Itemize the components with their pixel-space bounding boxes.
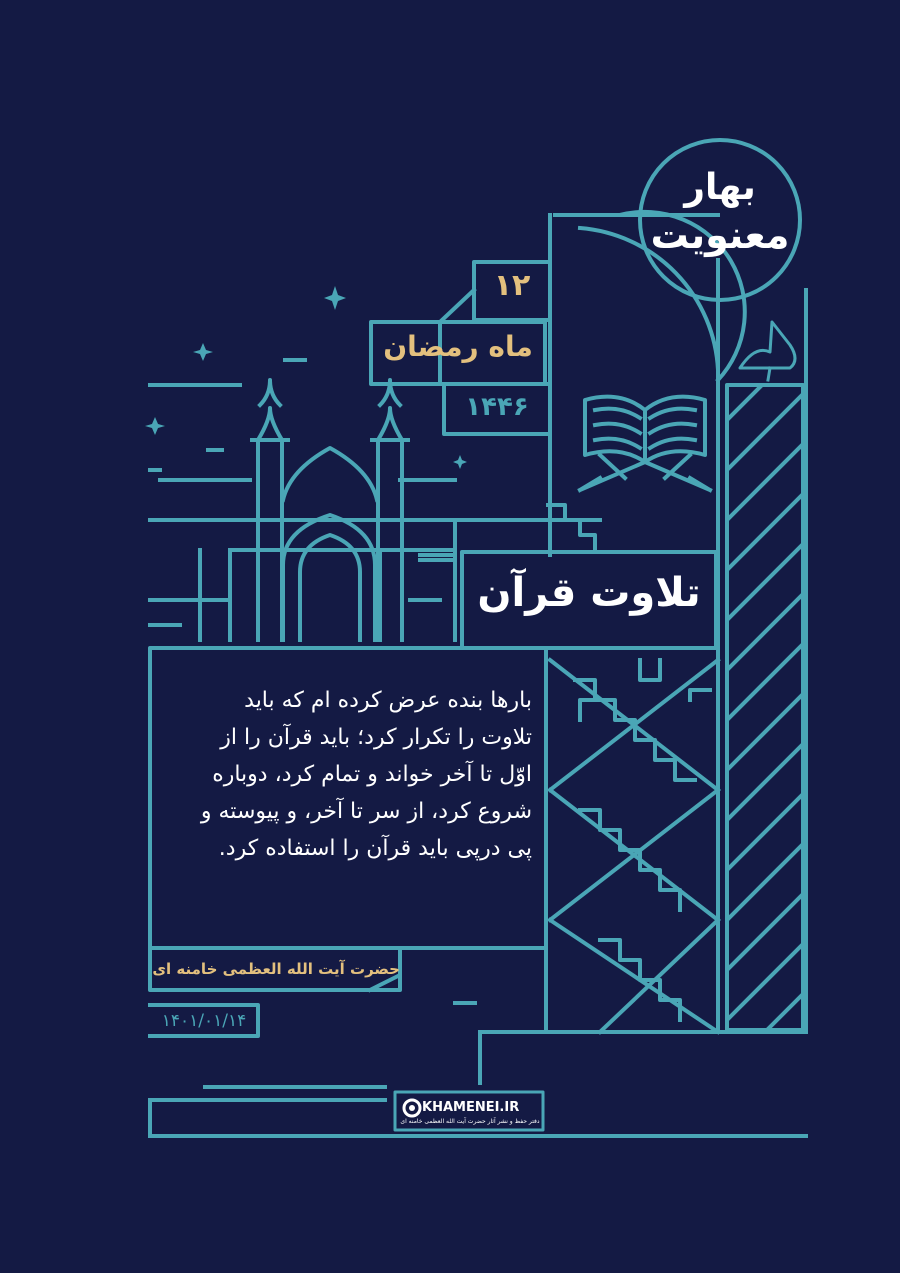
quote-line: تلاوت را تکرار کرد؛ باید قرآن را از: [220, 725, 532, 750]
date-month: ماه رمضان: [383, 330, 533, 363]
quote-line: اوّل تا آخر خواند و تمام کرد، دوباره: [212, 762, 532, 787]
quote-line: بارها بنده عرض کرده ام که باید: [244, 688, 532, 713]
logo-subtitle: دفتر حفظ و نشر آثار حضرت آیت الله العظمی خامنه ای: [400, 1118, 540, 1125]
star-icon: [193, 343, 213, 361]
page-title: تلاوت قرآن: [477, 570, 701, 616]
date-year: ۱۴۴۶: [465, 392, 529, 422]
hatch-pattern: [727, 344, 803, 1120]
quran-stand-icon: [580, 397, 710, 490]
star-icon: [145, 417, 165, 435]
star-icon: [324, 286, 346, 310]
date-day: ۱۲: [493, 268, 531, 303]
quote-text: [160, 682, 532, 867]
stairs-low: [600, 940, 680, 1020]
quote-line: شروع کرد، از سر تا آخر، و پیوسته و: [200, 799, 532, 824]
quote-line: پی درپی باید قرآن را استفاده کرد.: [218, 836, 532, 861]
quote-date: ۱۴۰۱/۰۱/۱۴: [161, 1011, 247, 1031]
star-icons: [145, 286, 467, 469]
badge-title-line2: معنویت: [650, 213, 790, 257]
logo-site-name: KHAMENEI.IR: [422, 1100, 520, 1115]
quote-author: حضرت آیت الله العظمی خامنه ای: [152, 960, 400, 978]
star-icon: [453, 455, 467, 469]
stairs-top: [575, 680, 695, 780]
dove-icon: [740, 322, 795, 380]
logo-mark: [404, 1100, 420, 1116]
badge-title-line1: بهار: [684, 167, 756, 208]
